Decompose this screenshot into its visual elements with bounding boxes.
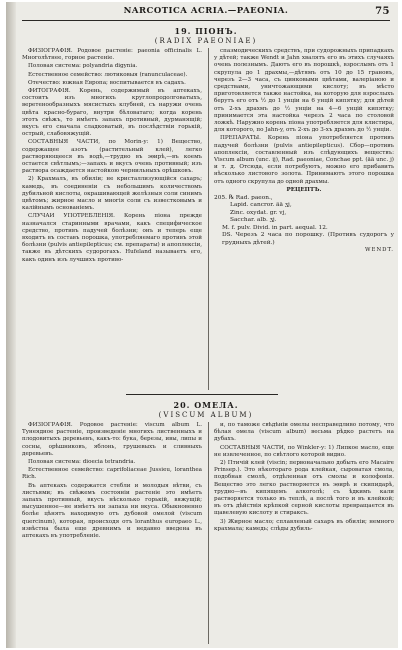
recipe-line: Zinc. oxydat. gr. vj, (230, 209, 287, 216)
paragraph: Естественное семейство: лютиковыя (ranunculaceae). (28, 71, 188, 78)
paragraph: СОСТАВНЫЯ ЧАСТИ, по Morin-y: 1) Вещество, содержащее азотъ (растительный клей), легко растворяющееся въ водѣ,—трудно въ эѳирѣ,—въ коемъ остается свѣтлымъ;—запахъ и вкусъ очень противный; изъ раствора осаждается настойкою чернильныхъ орѣшковъ. (22, 139, 202, 175)
paragraph: 2) Крахмалъ, въ обиліи; не кристаллизующійся сахаръ; камедь, въ соединеніи съ небольшимъ количествомъ дубильной кислоты, окрашивающей желѣзныя соли синимъ цвѣтомъ; жирное масло и многія соли съ известковымъ и калійнымъ основаніемъ. (22, 176, 202, 212)
recipe-block (214, 195, 394, 254)
paragraph: ФИЗІОГРАФІЯ. Родовое растеніе: paeonia officinalis L. Многолѣтнее, горное растеніе. (22, 48, 202, 62)
recipe-line: DS. Черезъ 2 часа по порошку. (Противъ судорогъ у грудныхъ дѣтей.) (222, 232, 394, 246)
paragraph: 3) Жирное масло; сплавленый сахаръ въ обиліи; немного крахмала; камедь; слѣды дубиль- (214, 518, 394, 532)
paragraph: ПРЕПАРАТЫ. Корень піона употребляется противъ падучей болѣзни (pulvis antiepilepticus). Сбор—противъ апоплексіи, составленный изъ слѣдующихъ веществъ: Viscum album (unc. ij), Rad. paeoniae, Conchae ppt. (ää unc. j) и т. д. Отсюда, если потребуютъ, можно его прибавить нѣсколько листового золота. Принимаютъ этого порошка отъ одного скрупула до одной драхмы. (214, 135, 394, 185)
section-divider (126, 394, 278, 395)
running-title: NARCOTICA ACRIA.—PAEONIA. (123, 6, 289, 16)
column-separator (208, 48, 209, 390)
section1-right-column (214, 48, 394, 390)
paragraph: ФИЗІОГРАФІЯ. Родовое растеніе: viscum album L. Тунеядное растеніе, произведеніе многихъ лиственныхъ и плодовитыхъ деревьевъ, какъ-то: бука, березы, ивы, липы и сосны, орѣшниковъ, яблонь, грушевыхъ и сливныхъ деревьевъ. (22, 422, 202, 457)
paragraph: СОСТАВНЫЯ ЧАСТИ, по Winkler-y: 1) Липкое масло, еще не извлеченное, по свѣтлого которой видно. (214, 444, 394, 458)
paragraph: Отечество: южная Европа; воспитывается въ садахъ. (28, 79, 186, 86)
paragraph: Естественное семейство: caprifoliaceae Jussieu, loranthea Rich. (22, 467, 202, 481)
header-rule (22, 20, 390, 21)
paragraph: Въ аптекахъ содержатся стебли и молодыя вѣтви, съ листьями; въ свѣжемъ состояніи растеніе это имѣетъ запахъ противный, вкусъ нѣсколько горькій, вяжущій; высушенное—не имѣетъ ни запаха ни вкуса. Обыкновенно болѣе цѣнятъ находимую отъ дубовой омелой (viscum quercinum), которая, происходя отъ loranthus europaeo L., извѣстна была еще древнимъ и недавно введена въ аптекахъ въ употребленіе. (22, 482, 202, 540)
running-header (22, 6, 390, 20)
paragraph: и, по таможе свѣдѣніи омелы несправедливо потому, что бѣлая омела (viscum album) весьма рѣдко растетъ на дубахъ. (214, 422, 394, 443)
page-number: 75 (375, 6, 390, 17)
paragraph: ФИТОГРАФІЯ. Корень, содержимый въ аптекахъ, состоитъ изъ многихъ круглопродолговатыхъ, веретенообразныхъ мясистыхъ клубней, съ наружи очень цвѣта красно-бураго, внутри бѣловатаго; когда корень этотъ свѣжъ, то имѣетъ запахъ противный, дурманящій; вкусъ его сначала сладковатый, въ послѣдствіи горькій, острый, слабовяжущій. (22, 88, 202, 138)
paragraph: спазмодическихъ средствъ, при судорожныхъ припадкахъ у дѣтей; также Wendt и Jahn хвалятъ его въ этихъ случаяхъ очень полезнымъ. Даютъ его въ порошкѣ, взрослымъ отъ 1 скрупула до 1 драхмы,—дѣтямъ отъ 10 до 15 грановъ, черезъ 2—3 часа, съ цинковыми цвѣтами, валеріаною и средствами, уничтожающими кислоту; въ мѣсто приготовляется также настойка, на которую для взрослыхъ берутъ его отъ ½ до 1 унціи на 6 унцій кипятку; для дѣтей отъ 2-хъ драхмъ до ½ унціи на 4—6 унцій кипятку; принимается эта настойка черезъ 2 часа по столовой ложкѣ. Наружно корень піона употребляется для клистира, для которого, по Jahn-y, отъ 2-хъ до 3-хъ драхмъ до ½ унціи. (214, 48, 394, 134)
section2-right-column (214, 422, 394, 644)
paragraph: 2) Птичій клей (viscin; первоначально добыть его Macaire Prinsep.). Это нѣкотораго рода клейкая, сыроватая смола, подобная смолѣ, отдѣленная отъ смолы и колофонія. Вещество это легко растворяется въ эѳирѣ и скипидарѣ, трудно—въ кипящемъ алкоголѣ; съ ѣдкимъ кали растворяется только въ теплѣ, а послѣ того и въ клейкой; въ отъ дѣйствія крѣпкой серной кислоты превращается въ щавелевую кислоту и стираксъ. (214, 460, 394, 517)
section-latin-title: (RADIX PAEONIAE) (154, 37, 258, 45)
recipe-line: Sacchar. alb. ʒj. (230, 217, 277, 224)
section-title: 20. ОМЕЛА. (173, 400, 239, 410)
recipe-author: WENDT. (364, 246, 394, 253)
book-page (6, 2, 398, 648)
section1-left-column (22, 48, 202, 390)
section-title: 19. ПІОНЪ. (174, 26, 238, 36)
section-latin-title: (VISCUM ALBUM) (158, 411, 254, 419)
paragraph: СЛУЧАИ УПОТРЕБЛЕНІЯ. Корень піона прежде назначался старинными врачами, какъ специфическое средство, противъ падучей болѣзни; онъ и теперь еще входитъ въ составъ порошка, употребляемаго противъ этой болѣзни (pulvis antiepilepticus; см. препараты) и апоплексіи, также въ дѣтскихъ судорогахъ. Hufeland называетъ его, какъ одинъ изъ лучшихъ противо- (22, 213, 202, 263)
paragraph: Половая система: polyandria digynia. (28, 63, 138, 70)
section2-left-column (22, 422, 202, 644)
recipe-line: M. f. pulv. Divid. in part. aequal. 12. (222, 224, 328, 231)
book-spine-shadow (6, 2, 16, 648)
recipe-line: Lapid. cancror. ää ʒj, (230, 202, 292, 209)
column-separator (208, 422, 209, 644)
paragraph: Половая система: dioecia tetrandria. (28, 459, 136, 466)
recipe-heading: РЕЦЕПТЪ. (286, 186, 322, 193)
recipe-line: 205. ℞ Rad. paeon., (214, 195, 273, 202)
